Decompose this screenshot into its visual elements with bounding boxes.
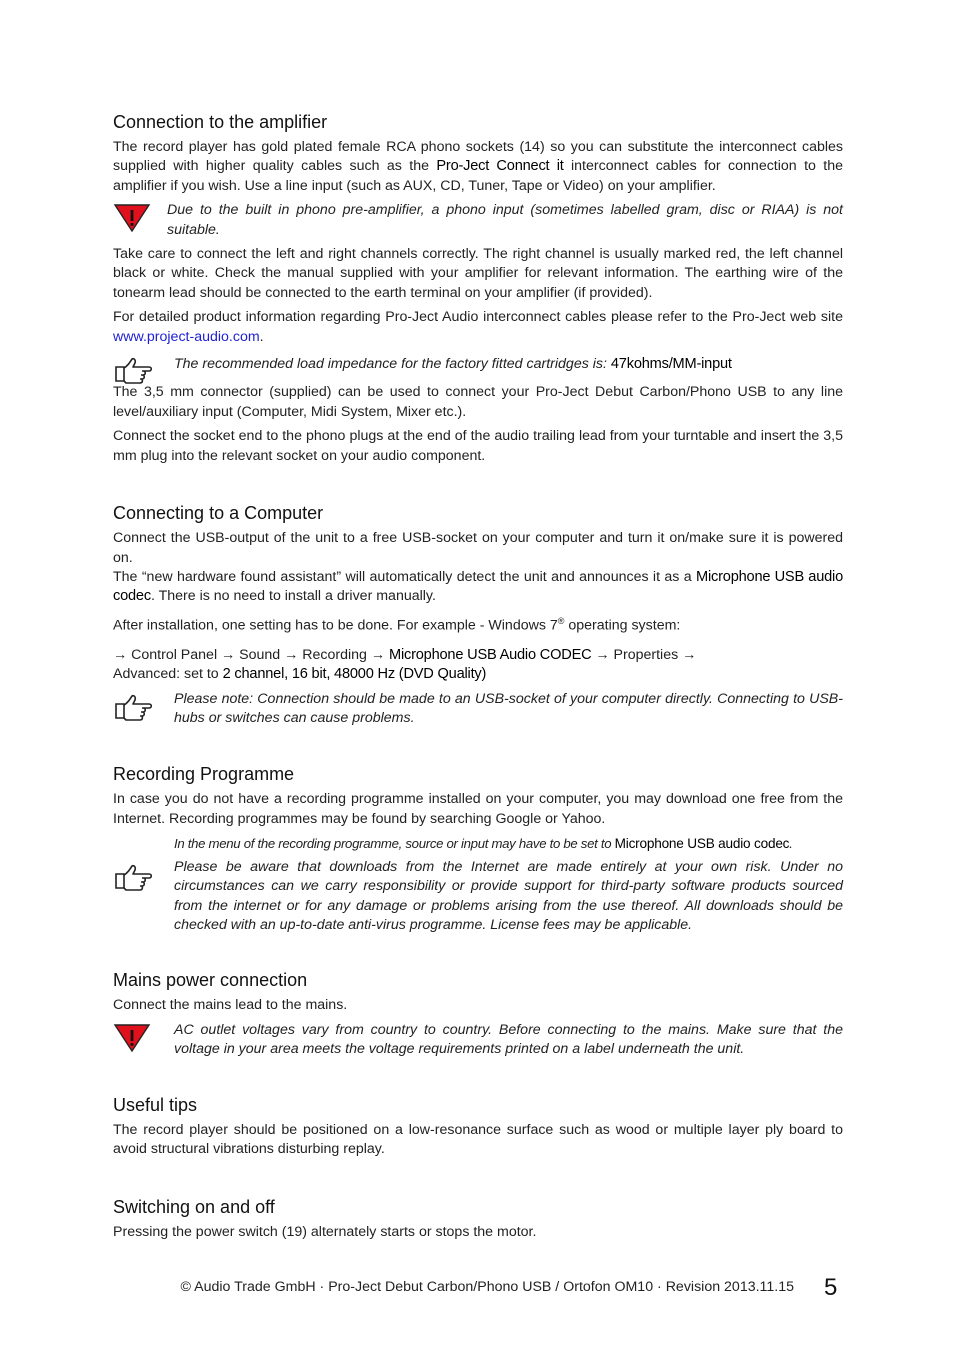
section-title-recording: Recording Programme [113, 764, 295, 785]
section-title-amplifier: Connection to the amplifier [113, 112, 328, 132]
highlight-text: 47kohms/MM-input [610, 356, 732, 373]
paragraph: For detailed product information regarding Pro-Ject Audio interconnect cables please refer to the Pro-Ject web site www.project-audio.com. [113, 309, 843, 345]
page-content [113, 112, 843, 1248]
pointing-hand-icon [113, 357, 153, 390]
highlight-text: Pro-Ject Connect it [436, 158, 564, 175]
settings-path: Advanced: set to 2 channel, 16 bit, 48000 Hz (DVD Quality) [113, 666, 487, 683]
section-title-mains: Mains power connection [113, 970, 308, 991]
paragraph: After installation, one setting has to be done. For example - Windows 7® operating system: [113, 615, 681, 634]
paragraph: The record player has gold plated female RCA phono sockets (14) so you can substitute the interconnect cables supplied with higher quality cables such as the Pro-Ject Connect it interconnect cables for connection to the amplifier if you wish. Use a line input (such as AUX, CD, Tuner, Tape or Video) on your amplifier. [113, 139, 844, 194]
warning-text: Due to the built in phono pre-amplifier, a phono input (sometimes labelled gram, disc or RIAA) is not suitable. [167, 202, 843, 238]
pointing-hand-icon [113, 694, 153, 727]
warning-note [113, 1021, 843, 1060]
warning-triangle-icon [113, 1023, 151, 1058]
highlight-text: 2 channel, 16 bit, 48000 Hz (DVD Quality) [222, 666, 487, 683]
hint-text: The recommended load impedance for the factory fitted cartridges is: 47kohms/MM-input [174, 356, 732, 373]
paragraph: Connect the mains lead to the mains. [113, 997, 348, 1014]
section-title-computer: Connecting to a Computer [113, 503, 324, 524]
section-title-switching: Switching on and off [113, 1197, 275, 1218]
paragraph: Pressing the power switch (19) alternately starts or stops the motor. [113, 1224, 537, 1241]
hint-note [113, 690, 843, 729]
hint-note [113, 355, 843, 374]
paragraph: Take care to connect the left and right channels correctly. The right channel is usually marked red, the left channel black or white. Check the manual supplied with your amplifier for relevant information. The earthing wire of the tonearm lead should be connected to the earth terminal on your amplifier (if provided). [113, 246, 843, 301]
hint-text: Please be aware that downloads from the Internet are made entirely at your own risk. Under no circumstances can we carry responsibility or provide support for third-party software products sourced from the internet or for any damage or problems arising from the use thereof. All downloads should be checked with an up-to-date anti-virus programme. License fees may be applicable. [174, 858, 843, 933]
highlight-text: Microphone USB Audio CODEC [389, 646, 592, 663]
settings-path: → Control Panel → Sound → Recording → Microphone USB Audio CODEC → Properties → [113, 646, 697, 663]
warning-triangle-icon [113, 203, 151, 238]
paragraph: The record player should be positioned on a low-resonance surface such as wood or multiple layer ply board to avoid structural vibrations disturbing replay. [113, 1121, 843, 1157]
paragraph: The “new hardware found assistant” will automatically detect the unit and announces it as a Microphone USB audio codec. There is no need to install a driver manually. [113, 568, 843, 605]
paragraph: In case you do not have a recording programme installed on your computer, you may download one free from the Internet. Recording programmes may be found by searching Google or Yahoo. [113, 791, 843, 827]
paragraph: Connect the USB-output of the unit to a free USB-socket on your computer and turn it on/make sure it is powered on. [113, 530, 843, 566]
website-link[interactable]: www.project-audio.com [113, 328, 260, 345]
paragraph: Connect the socket end to the phono plugs at the end of the audio trailing lead from your turntable and insert the 3,5 mm plug into the relevant socket on your audio component. [113, 428, 843, 464]
page-footer: © Audio Trade GmbH · Pro-Ject Debut Carbon/Phono USB / Ortofon OM10 · Revision 2013.11.15 [180, 1279, 794, 1295]
highlight-text: Microphone USB audio codec [614, 836, 790, 852]
warning-note [113, 201, 843, 240]
pointing-hand-icon [113, 864, 153, 897]
hint-note [113, 858, 843, 936]
section-title-tips: Useful tips [113, 1094, 198, 1115]
page-number: 5 [824, 1274, 838, 1301]
highlight-text: Microphone USB audio codec [113, 568, 843, 605]
paragraph: In the menu of the recording programme, source or input may have to be set to Microphone USB audio codec. [174, 836, 793, 852]
hint-text: Please note: Connection should be made to an USB-socket of your computer directly. Connecting to USB-hubs or switches can cause problems. [174, 690, 843, 727]
paragraph: The 3,5 mm connector (supplied) can be used to connect your Pro-Ject Debut Carbon/Phono USB to any line level/auxiliary input (Computer, Midi System, Mixer etc.). [113, 384, 843, 420]
warning-text: AC outlet voltages vary from country to country. Before connecting to the mains. Make sure that the voltage in your area meets the voltage requirements printed on a label underneath the unit. [174, 1021, 843, 1058]
